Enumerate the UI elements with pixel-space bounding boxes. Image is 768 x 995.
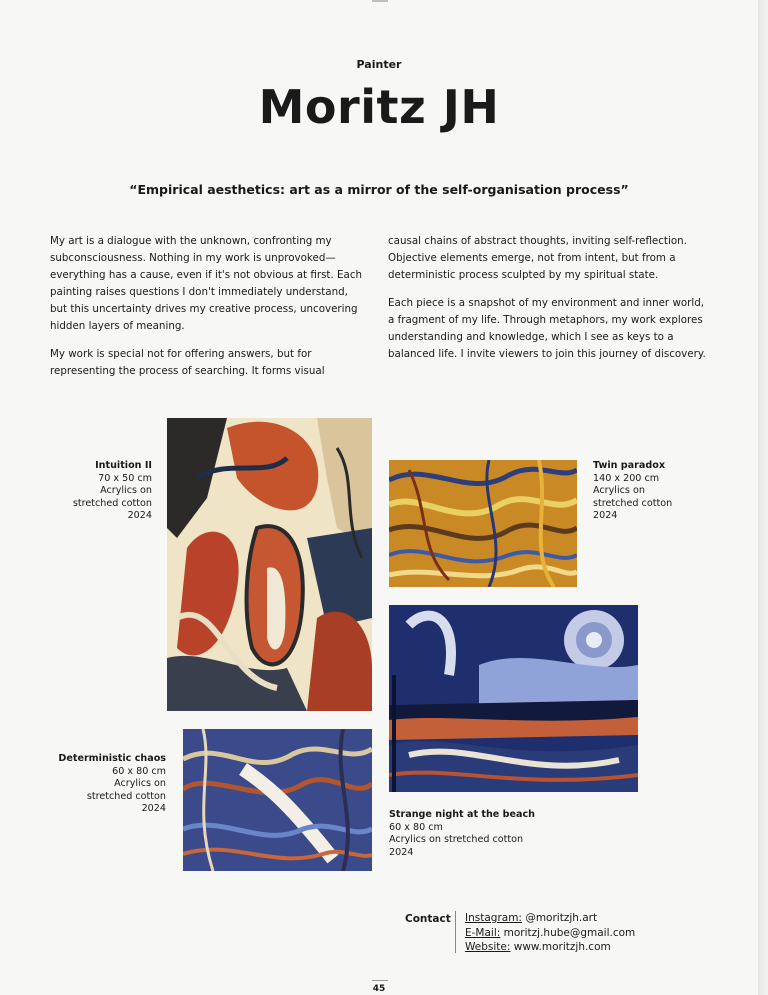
artwork-intuition-ii-image — [167, 418, 372, 711]
contact-divider — [455, 911, 456, 953]
artwork-title: Deterministic chaos — [58, 753, 166, 764]
email-label: E-Mail: — [465, 926, 501, 939]
artwork-year: 2024 — [593, 510, 618, 521]
artwork-size: 60 x 80 cm — [112, 765, 166, 777]
intro-column-left — [50, 233, 368, 391]
caption-twin-paradox — [593, 460, 723, 523]
instagram-link[interactable]: @moritzjh.art — [525, 912, 598, 924]
artwork-year: 2024 — [127, 510, 152, 521]
artwork-medium: Acrylics on — [593, 485, 645, 496]
intro-paragraph: Each piece is a snapshot of my environment and inner world, a fragment of my life. Through metaphors, my work explores understanding and knowledge, which I see as keys to a balanced life. I invite viewers to join this journey of discovery. — [388, 297, 706, 360]
artwork-title: Twin paradox — [593, 460, 666, 471]
artwork-twin-paradox-image — [389, 460, 577, 587]
artwork-deterministic-chaos-image — [183, 729, 372, 871]
instagram-label: Instagram: — [465, 912, 522, 924]
page-number-rule — [372, 980, 388, 981]
artwork-medium: stretched cotton — [593, 497, 673, 509]
page-number: 45 — [372, 984, 386, 994]
contact-label: Contact — [405, 913, 451, 925]
artwork-size: 140 x 200 cm — [593, 472, 660, 484]
website-link[interactable]: www.moritzjh.com — [513, 941, 611, 953]
eyebrow-label: Painter — [356, 58, 402, 71]
intro-paragraph: My art is a dialogue with the unknown, confronting my subconsciousness. Nothing in my work is unprovoked—everything has a cause, even if it's not obvious at first. Each painting raises questions I don't immediately understand, but this uncertainty drives my creative process, uncovering hidden layers of meaning. — [50, 235, 363, 332]
artwork-title: Strange night at the beach — [389, 809, 536, 820]
artwork-year: 2024 — [141, 803, 166, 814]
intro-column-right — [388, 233, 713, 374]
artwork-medium: Acrylics on — [114, 778, 166, 789]
top-mark — [372, 0, 388, 2]
caption-deterministic-chaos — [30, 753, 166, 816]
email-link[interactable]: moritzj.hube@gmail.com — [503, 926, 636, 939]
artist-quote: “Empirical aesthetics: art as a mirror of the self-organisation process” — [129, 182, 629, 197]
artwork-size: 70 x 50 cm — [98, 472, 152, 484]
artwork-title: Intuition II — [95, 460, 152, 471]
artwork-size: 60 x 80 cm — [389, 821, 443, 833]
intro-paragraph: causal chains of abstract thoughts, inviting self-reflection. Objective elements emerge, not from intent, but from a deterministic process sculpted by my spiritual state. — [388, 235, 687, 281]
artwork-year: 2024 — [389, 846, 414, 858]
caption-strange-night — [389, 809, 589, 859]
artist-name: Moritz JH — [258, 80, 500, 134]
page-edge — [758, 0, 768, 995]
artwork-medium: Acrylics on stretched cotton — [389, 834, 524, 845]
artwork-medium: stretched cotton — [72, 497, 152, 509]
artwork-medium: Acrylics on — [100, 485, 152, 496]
artwork-medium: stretched cotton — [86, 790, 166, 802]
website-label: Website: — [465, 941, 511, 953]
contact-block — [465, 911, 635, 955]
artwork-strange-night-image — [389, 605, 638, 792]
intro-paragraph: My work is special not for offering answers, but for representing the process of searching. It forms visual — [50, 348, 325, 377]
caption-intuition-ii — [40, 460, 152, 523]
